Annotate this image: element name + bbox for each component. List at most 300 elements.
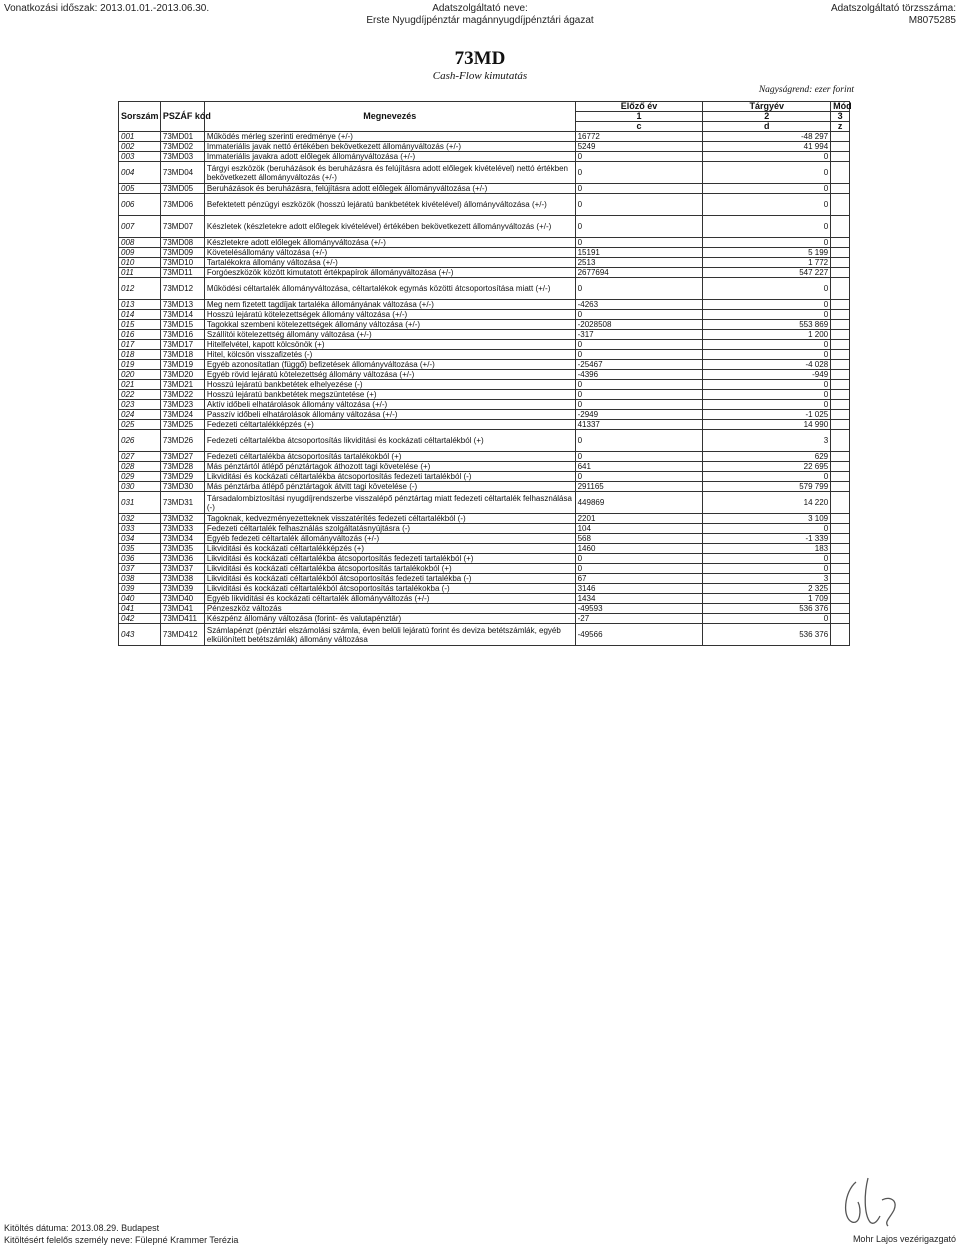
row-number: 016 xyxy=(119,330,161,340)
row-prev-year: 67 xyxy=(575,574,703,584)
row-name: Számlapénzt (pénztári elszámolási számla, éven belüli lejáratú forint és deviza betétszámlák, egyéb elkülönített betétszámlák) állomány változása xyxy=(204,624,575,646)
row-number: 019 xyxy=(119,360,161,370)
row-code: 73MD39 xyxy=(160,584,204,594)
row-current-year: 0 xyxy=(703,380,831,390)
row-current-year: 41 994 xyxy=(703,142,831,152)
table-row xyxy=(119,278,850,300)
row-prev-year: 2677694 xyxy=(575,268,703,278)
row-name: Immateriális javakra adott előlegek állományváltozása (+/-) xyxy=(204,152,575,162)
row-name: Készpénz állomány változása (forint- és valutapénztár) xyxy=(204,614,575,624)
row-prev-year: -317 xyxy=(575,330,703,340)
row-prev-year: 0 xyxy=(575,216,703,238)
row-mod xyxy=(831,482,850,492)
table-row xyxy=(119,594,850,604)
row-number: 003 xyxy=(119,152,161,162)
table-row xyxy=(119,614,850,624)
row-code: 73MD24 xyxy=(160,410,204,420)
row-mod xyxy=(831,452,850,462)
row-name: Készletek (készletekre adott előlegek kivételével) értékében bekövetkezett állományváltozás (+/-) xyxy=(204,216,575,238)
row-prev-year: 1434 xyxy=(575,594,703,604)
row-current-year: 0 xyxy=(703,614,831,624)
row-name: Készletekre adott előlegek állományváltozása (+/-) xyxy=(204,238,575,248)
row-current-year: 0 xyxy=(703,300,831,310)
row-mod xyxy=(831,534,850,544)
table-row xyxy=(119,258,850,268)
row-current-year: 629 xyxy=(703,452,831,462)
row-code: 73MD07 xyxy=(160,216,204,238)
row-number: 038 xyxy=(119,574,161,584)
row-current-year: 0 xyxy=(703,472,831,482)
table-row xyxy=(119,310,850,320)
row-name: Beruházások és beruházásra, felújításra adott előlegek állományváltozása (+/-) xyxy=(204,184,575,194)
row-mod xyxy=(831,300,850,310)
row-number: 035 xyxy=(119,544,161,554)
row-name: Tagoknak, kedvezményezetteknek visszatérítés fedezeti céltartalékból (-) xyxy=(204,514,575,524)
row-code: 73MD08 xyxy=(160,238,204,248)
row-number: 008 xyxy=(119,238,161,248)
row-prev-year: 41337 xyxy=(575,420,703,430)
header-pszaf: PSZÁF kód xyxy=(160,102,204,132)
row-current-year: 579 799 xyxy=(703,482,831,492)
table-row xyxy=(119,300,850,310)
row-current-year: 0 xyxy=(703,238,831,248)
row-code: 73MD30 xyxy=(160,482,204,492)
row-mod xyxy=(831,554,850,564)
row-name: Egyéb azonosítatlan (függő) befizetések állományváltozása (+/-) xyxy=(204,360,575,370)
row-number: 039 xyxy=(119,584,161,594)
header-megnevezes: Megnevezés xyxy=(204,102,575,132)
row-number: 007 xyxy=(119,216,161,238)
row-code: 73MD26 xyxy=(160,430,204,452)
table-row xyxy=(119,152,850,162)
row-prev-year: 0 xyxy=(575,390,703,400)
row-current-year: 1 772 xyxy=(703,258,831,268)
row-prev-year: 5249 xyxy=(575,142,703,152)
row-mod xyxy=(831,216,850,238)
row-current-year: -1 025 xyxy=(703,410,831,420)
row-number: 032 xyxy=(119,514,161,524)
table-row xyxy=(119,462,850,472)
row-prev-year: 2513 xyxy=(575,258,703,268)
row-prev-year: -2028508 xyxy=(575,320,703,330)
row-mod xyxy=(831,462,850,472)
row-number: 024 xyxy=(119,410,161,420)
row-number: 018 xyxy=(119,350,161,360)
row-code: 73MD36 xyxy=(160,554,204,564)
row-current-year: 14 990 xyxy=(703,420,831,430)
row-code: 73MD15 xyxy=(160,320,204,330)
row-number: 022 xyxy=(119,390,161,400)
row-current-year: 0 xyxy=(703,216,831,238)
row-name: Fedezeti céltartalékba átcsoportosítás tartalékokból (+) xyxy=(204,452,575,462)
row-prev-year: 0 xyxy=(575,400,703,410)
row-current-year: -4 028 xyxy=(703,360,831,370)
provider-label: Adatszolgáltató neve: xyxy=(432,3,528,14)
table-row xyxy=(119,142,850,152)
table-row xyxy=(119,370,850,380)
row-name: Likviditási és kockázati céltartalékba átcsoportosítás fedezeti tartalékból (+) xyxy=(204,554,575,564)
row-current-year: 183 xyxy=(703,544,831,554)
row-prev-year: -27 xyxy=(575,614,703,624)
row-mod xyxy=(831,152,850,162)
table-row xyxy=(119,268,850,278)
row-prev-year: 0 xyxy=(575,184,703,194)
row-name: Likviditási és kockázati céltartalékba átcsoportosítás tartalékokból (+) xyxy=(204,564,575,574)
table-row xyxy=(119,320,850,330)
row-number: 040 xyxy=(119,594,161,604)
row-prev-year: 0 xyxy=(575,452,703,462)
row-name: Követelésállomány változása (+/-) xyxy=(204,248,575,258)
row-current-year: 1 709 xyxy=(703,594,831,604)
table-row xyxy=(119,162,850,184)
row-name: Hosszú lejáratú kötelezettségek állomány változása (+/-) xyxy=(204,310,575,320)
row-name: Egyéb rövid lejáratú kötelezettség állomány változása (+/-) xyxy=(204,370,575,380)
row-prev-year: -49566 xyxy=(575,624,703,646)
row-name: Likviditási és kockázati céltartalékba átcsoportosítás fedezeti tartalékból (-) xyxy=(204,472,575,482)
row-mod xyxy=(831,330,850,340)
row-prev-year: 0 xyxy=(575,238,703,248)
fill-date: Kitöltés dátuma: 2013.08.29. Budapest xyxy=(4,1223,160,1233)
row-code: 73MD10 xyxy=(160,258,204,268)
row-name: Tagokkal szembeni kötelezettségek állomány változása (+/-) xyxy=(204,320,575,330)
provider-name: Erste Nyugdíjpénztár magánnyugdíjpénztári ágazat xyxy=(366,15,594,26)
row-name: Forgóeszközök között kimutatott értékpapírok állományváltozása (+/-) xyxy=(204,268,575,278)
row-number: 017 xyxy=(119,340,161,350)
row-current-year: 0 xyxy=(703,340,831,350)
table-row xyxy=(119,430,850,452)
row-current-year: 3 xyxy=(703,430,831,452)
row-current-year: 0 xyxy=(703,278,831,300)
row-name: Más pénztártól átlépő pénztártagok áthozott tagi követelése (+) xyxy=(204,462,575,472)
row-name: Más pénztárba átlépő pénztártagok átvitt tagi követelése (-) xyxy=(204,482,575,492)
responsible-person: Kitöltésért felelős személy neve: Fülepné Krammer Terézia xyxy=(4,1235,239,1245)
row-current-year: 2 325 xyxy=(703,584,831,594)
row-prev-year: 0 xyxy=(575,554,703,564)
provider-block xyxy=(0,3,960,27)
row-mod xyxy=(831,584,850,594)
table-row xyxy=(119,584,850,594)
row-name: Likviditási és kockázati céltartalékképzés (+) xyxy=(204,544,575,554)
row-current-year: -48 297 xyxy=(703,132,831,142)
row-prev-year: 0 xyxy=(575,380,703,390)
row-current-year: 22 695 xyxy=(703,462,831,472)
unit-note: Nagyságrend: ezer forint xyxy=(758,85,854,95)
row-name: Társadalombiztosítási nyugdíjrendszerbe visszalépő pénztártag miatt fedezeti céltartalék felhasználása (-) xyxy=(204,492,575,514)
row-code: 73MD18 xyxy=(160,350,204,360)
row-mod xyxy=(831,380,850,390)
row-prev-year: 1460 xyxy=(575,544,703,554)
row-current-year: 1 200 xyxy=(703,330,831,340)
row-prev-year: 0 xyxy=(575,340,703,350)
table-row xyxy=(119,238,850,248)
row-number: 041 xyxy=(119,604,161,614)
row-prev-year: 0 xyxy=(575,564,703,574)
row-number: 033 xyxy=(119,524,161,534)
row-number: 023 xyxy=(119,400,161,410)
row-name: Fedezeti céltartalékba átcsoportosítás likviditási és kockázati céltartalékból (+) xyxy=(204,430,575,452)
table-row xyxy=(119,184,850,194)
registry-block xyxy=(831,3,956,27)
row-number: 001 xyxy=(119,132,161,142)
table-body xyxy=(119,132,850,646)
row-code: 73MD28 xyxy=(160,462,204,472)
row-current-year: 0 xyxy=(703,524,831,534)
row-prev-year: 0 xyxy=(575,472,703,482)
row-number: 013 xyxy=(119,300,161,310)
table-row xyxy=(119,216,850,238)
table-row xyxy=(119,624,850,646)
row-current-year: -949 xyxy=(703,370,831,380)
page-subtitle: Cash-Flow kimutatás xyxy=(432,70,528,82)
row-mod xyxy=(831,258,850,268)
row-number: 029 xyxy=(119,472,161,482)
row-name: Fedezeti céltartalékképzés (+) xyxy=(204,420,575,430)
page-title: 73MD xyxy=(454,48,506,69)
row-code: 73MD411 xyxy=(160,614,204,624)
table-row xyxy=(119,380,850,390)
row-mod xyxy=(831,514,850,524)
row-name: Immateriális javak nettó értékében bekövetkezett állományváltozás (+/-) xyxy=(204,142,575,152)
row-prev-year: 104 xyxy=(575,524,703,534)
row-mod xyxy=(831,268,850,278)
row-name: Meg nem fizetett tagdíjak tartaléka állományának változása (+/-) xyxy=(204,300,575,310)
row-prev-year: 0 xyxy=(575,278,703,300)
row-name: Tárgyi eszközök (beruházások és beruházásra és felújításra adott előlegek kivételével) nettó értékben bekövetkezett állományváltozás (+/-) xyxy=(204,162,575,184)
header-col-2: 2 xyxy=(703,112,831,122)
row-number: 006 xyxy=(119,194,161,216)
row-mod xyxy=(831,544,850,554)
header-col-1: 1 xyxy=(575,112,703,122)
table-row xyxy=(119,524,850,534)
row-mod xyxy=(831,410,850,420)
table-row xyxy=(119,194,850,216)
row-mod xyxy=(831,238,850,248)
row-mod xyxy=(831,472,850,482)
row-prev-year: 0 xyxy=(575,430,703,452)
row-current-year: 536 376 xyxy=(703,624,831,646)
handwritten-signature xyxy=(838,1170,908,1230)
row-prev-year: 0 xyxy=(575,350,703,360)
row-code: 73MD05 xyxy=(160,184,204,194)
row-current-year: 0 xyxy=(703,184,831,194)
row-current-year: -1 339 xyxy=(703,534,831,544)
row-number: 015 xyxy=(119,320,161,330)
table-row xyxy=(119,360,850,370)
header-col-z: z xyxy=(831,122,850,132)
table-row xyxy=(119,248,850,258)
row-number: 026 xyxy=(119,430,161,452)
row-name: Hosszú lejáratú bankbetétek megszüntetése (+) xyxy=(204,390,575,400)
row-code: 73MD13 xyxy=(160,300,204,310)
row-prev-year: 449869 xyxy=(575,492,703,514)
row-current-year: 0 xyxy=(703,194,831,216)
table-row xyxy=(119,534,850,544)
row-current-year: 0 xyxy=(703,564,831,574)
row-number: 030 xyxy=(119,482,161,492)
row-number: 042 xyxy=(119,614,161,624)
row-number: 004 xyxy=(119,162,161,184)
row-current-year: 0 xyxy=(703,152,831,162)
table-row xyxy=(119,420,850,430)
row-mod xyxy=(831,524,850,534)
row-mod xyxy=(831,594,850,604)
row-code: 73MD06 xyxy=(160,194,204,216)
header-col-3: 3 xyxy=(831,112,850,122)
row-mod xyxy=(831,604,850,614)
row-name: Működés mérleg szerinti eredménye (+/-) xyxy=(204,132,575,142)
row-current-year: 0 xyxy=(703,350,831,360)
row-mod xyxy=(831,492,850,514)
row-current-year: 0 xyxy=(703,400,831,410)
row-name: Hitel, kölcsön visszafizetés (-) xyxy=(204,350,575,360)
row-prev-year: 0 xyxy=(575,162,703,184)
row-prev-year: -25467 xyxy=(575,360,703,370)
row-current-year: 0 xyxy=(703,554,831,564)
row-current-year: 553 869 xyxy=(703,320,831,330)
table-row xyxy=(119,564,850,574)
row-number: 021 xyxy=(119,380,161,390)
row-name: Pénzeszköz változás xyxy=(204,604,575,614)
table-row xyxy=(119,340,850,350)
row-code: 73MD37 xyxy=(160,564,204,574)
table-row xyxy=(119,514,850,524)
row-name: Hosszú lejáratú bankbetétek elhelyezése (-) xyxy=(204,380,575,390)
row-number: 010 xyxy=(119,258,161,268)
row-prev-year: 2201 xyxy=(575,514,703,524)
row-current-year: 3 xyxy=(703,574,831,584)
row-mod xyxy=(831,320,850,330)
row-current-year: 536 376 xyxy=(703,604,831,614)
table-row xyxy=(119,554,850,564)
row-name: Szállítói kötelezettség állomány változása (+/-) xyxy=(204,330,575,340)
row-name: Tartalékokra állomány változása (+/-) xyxy=(204,258,575,268)
row-prev-year: 0 xyxy=(575,194,703,216)
row-code: 73MD35 xyxy=(160,544,204,554)
row-mod xyxy=(831,132,850,142)
table-row xyxy=(119,604,850,614)
row-number: 037 xyxy=(119,564,161,574)
registry-number: M8075285 xyxy=(908,15,956,26)
row-mod xyxy=(831,162,850,184)
header-sorszam: Sorszám xyxy=(119,102,161,132)
header-col-c: c xyxy=(575,122,703,132)
row-name: Aktív időbeli elhatárolások állomány változása (+/-) xyxy=(204,400,575,410)
row-current-year: 14 220 xyxy=(703,492,831,514)
table-row xyxy=(119,492,850,514)
row-code: 73MD41 xyxy=(160,604,204,614)
header-mod: Mód xyxy=(831,102,850,112)
row-number: 034 xyxy=(119,534,161,544)
table-row xyxy=(119,390,850,400)
row-prev-year: -2949 xyxy=(575,410,703,420)
table-row xyxy=(119,472,850,482)
row-code: 73MD09 xyxy=(160,248,204,258)
row-current-year: 547 227 xyxy=(703,268,831,278)
table-row xyxy=(119,330,850,340)
row-code: 73MD01 xyxy=(160,132,204,142)
row-number: 012 xyxy=(119,278,161,300)
row-code: 73MD29 xyxy=(160,472,204,482)
row-code: 73MD38 xyxy=(160,574,204,584)
row-code: 73MD412 xyxy=(160,624,204,646)
row-mod xyxy=(831,430,850,452)
row-number: 036 xyxy=(119,554,161,564)
row-mod xyxy=(831,390,850,400)
row-number: 031 xyxy=(119,492,161,514)
signer-name: Mohr Lajos vezérigazgató xyxy=(852,1234,956,1244)
table-row xyxy=(119,132,850,142)
row-mod xyxy=(831,340,850,350)
row-mod xyxy=(831,564,850,574)
table-row xyxy=(119,400,850,410)
row-number: 028 xyxy=(119,462,161,472)
row-code: 73MD34 xyxy=(160,534,204,544)
row-mod xyxy=(831,614,850,624)
row-code: 73MD12 xyxy=(160,278,204,300)
row-code: 73MD23 xyxy=(160,400,204,410)
row-code: 73MD33 xyxy=(160,524,204,534)
period-text: Vonatkozási időszak: 2013.01.01.-2013.06.30. xyxy=(4,3,210,14)
row-code: 73MD11 xyxy=(160,268,204,278)
row-prev-year: 15191 xyxy=(575,248,703,258)
row-name: Hitelfelvétel, kapott kölcsönök (+) xyxy=(204,340,575,350)
row-prev-year: 3146 xyxy=(575,584,703,594)
row-prev-year: -49593 xyxy=(575,604,703,614)
row-prev-year: 16772 xyxy=(575,132,703,142)
table-row xyxy=(119,482,850,492)
registry-label: Adatszolgáltató törzsszáma: xyxy=(830,3,956,14)
row-mod xyxy=(831,194,850,216)
row-prev-year: -4396 xyxy=(575,370,703,380)
row-prev-year: 0 xyxy=(575,152,703,162)
table-row xyxy=(119,574,850,584)
row-prev-year: 291165 xyxy=(575,482,703,492)
row-code: 73MD31 xyxy=(160,492,204,514)
row-name: Fedezeti céltartalék felhasználás szolgáltatásnyújtásra (-) xyxy=(204,524,575,534)
row-name: Likviditási és kockázati céltartalékból átcsoportosítás tartalékokba (-) xyxy=(204,584,575,594)
row-number: 020 xyxy=(119,370,161,380)
table-row xyxy=(119,410,850,420)
table-row xyxy=(119,544,850,554)
row-mod xyxy=(831,142,850,152)
header-targyev: Tárgyév xyxy=(703,102,831,112)
row-number: 027 xyxy=(119,452,161,462)
row-mod xyxy=(831,248,850,258)
row-number: 025 xyxy=(119,420,161,430)
row-number: 002 xyxy=(119,142,161,152)
row-code: 73MD16 xyxy=(160,330,204,340)
row-current-year: 3 109 xyxy=(703,514,831,524)
row-number: 005 xyxy=(119,184,161,194)
row-current-year: 5 199 xyxy=(703,248,831,258)
row-prev-year: 0 xyxy=(575,310,703,320)
row-current-year: 0 xyxy=(703,310,831,320)
row-name: Likviditási és kockázati céltartalékból átcsoportosítás fedezeti tartalékba (-) xyxy=(204,574,575,584)
row-name: Passzív időbeli elhatárolások állomány változása (+/-) xyxy=(204,410,575,420)
row-code: 73MD19 xyxy=(160,360,204,370)
row-current-year: 0 xyxy=(703,162,831,184)
row-mod xyxy=(831,350,850,360)
row-code: 73MD21 xyxy=(160,380,204,390)
row-code: 73MD40 xyxy=(160,594,204,604)
row-mod xyxy=(831,278,850,300)
row-code: 73MD20 xyxy=(160,370,204,380)
row-code: 73MD14 xyxy=(160,310,204,320)
row-code: 73MD27 xyxy=(160,452,204,462)
row-name: Egyéb fedezeti céltartalék állományváltozás (+/-) xyxy=(204,534,575,544)
row-name: Működési céltartalék állományváltozása, céltartalékok egymás közötti átcsoportosítása miatt (+/-) xyxy=(204,278,575,300)
row-number: 014 xyxy=(119,310,161,320)
